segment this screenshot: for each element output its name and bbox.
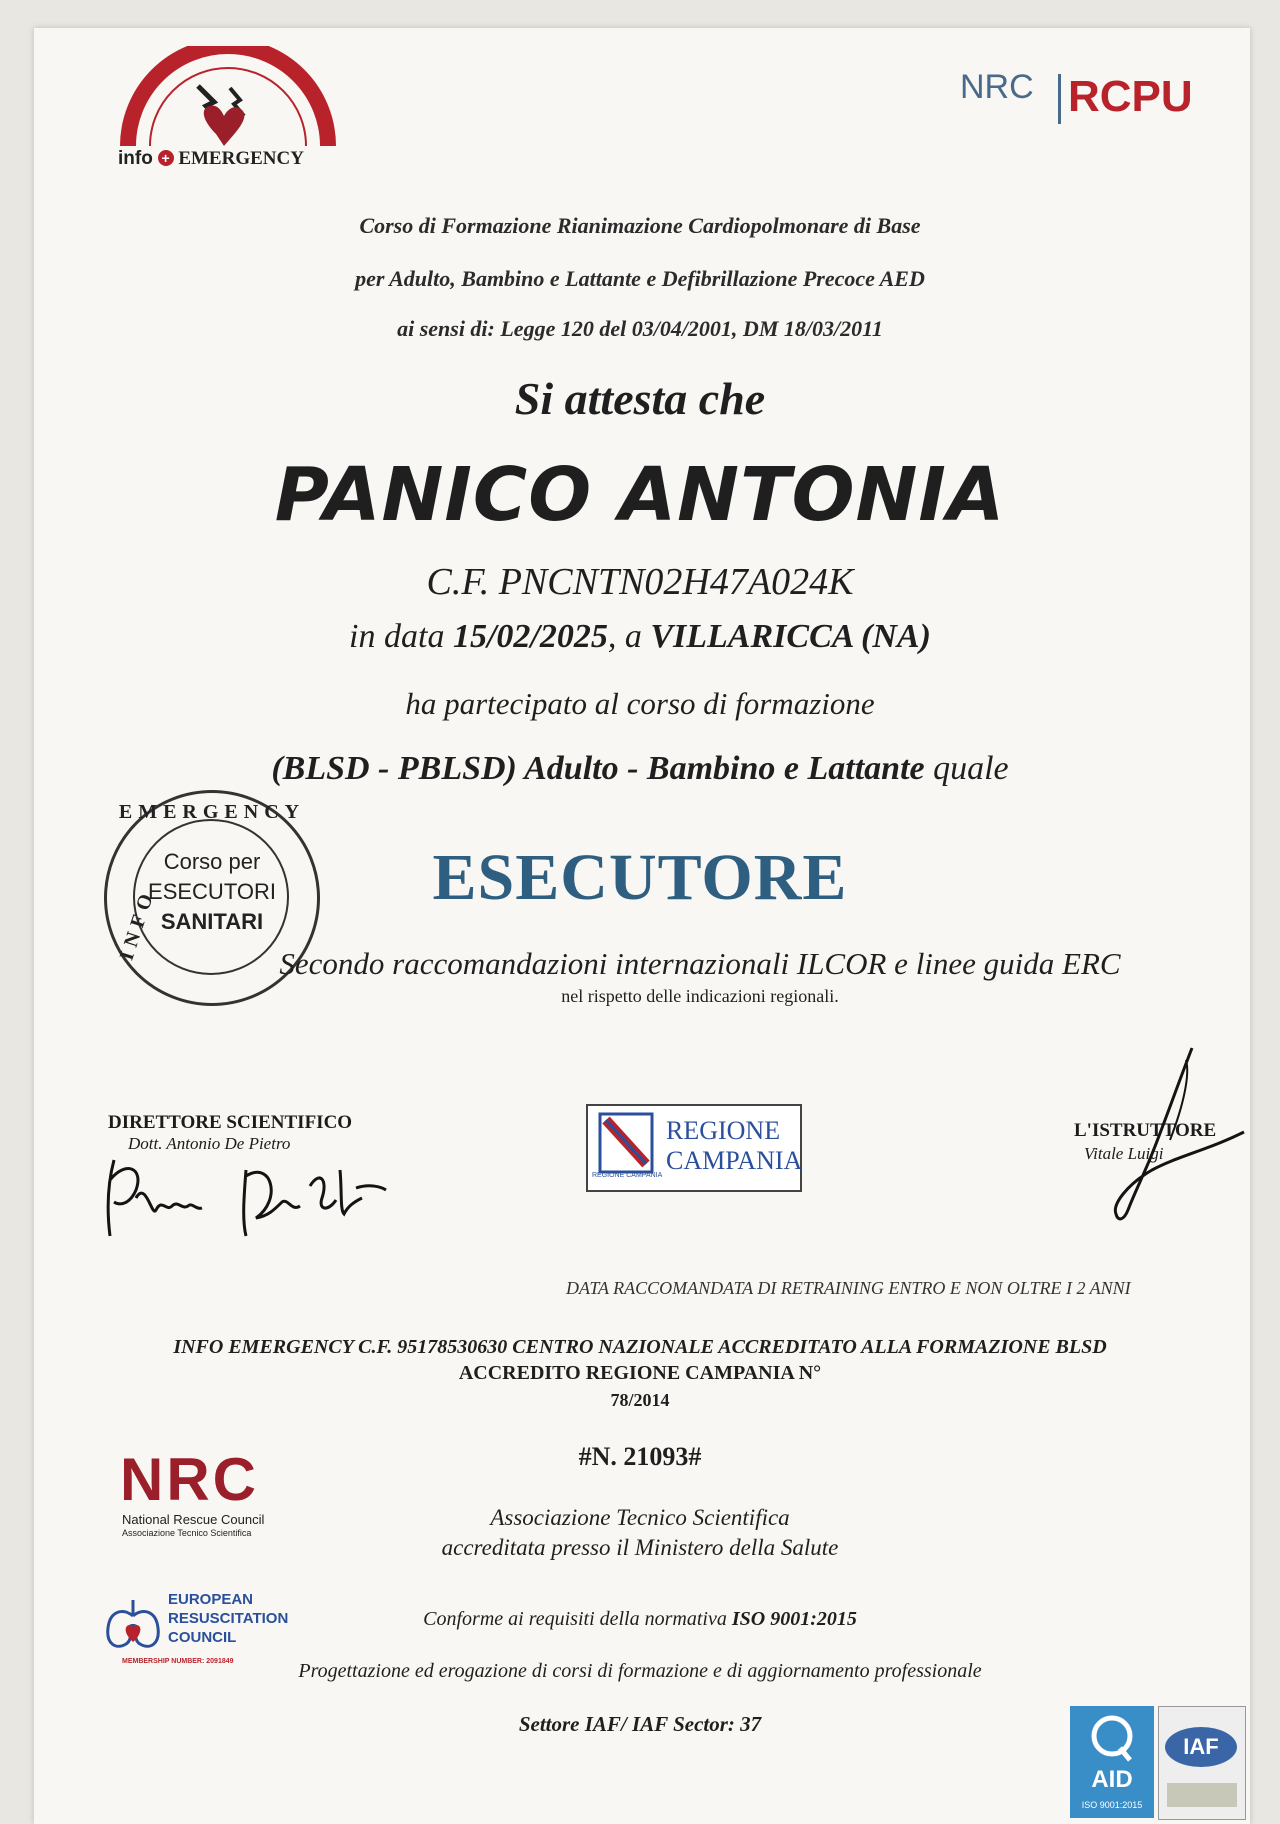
erc-line-2: RESUSCITATION [168,1610,289,1627]
retraining-note: DATA RACCOMANDATA DI RETRAINING ENTRO E NON OLTRE I 2 ANNI [566,1278,1131,1298]
nrc-logo-title: NRC [120,1446,259,1513]
iaf-label: IAF [1165,1727,1237,1767]
instructor-title: L'ISTRUTTORE [1074,1120,1217,1141]
iso-conformity-line [0,1608,1280,1631]
accredito-number: 78/2014 [610,1390,670,1410]
erc-membership: MEMBERSHIP NUMBER: 2091849 [122,1658,234,1665]
course-name: (BLSD - PBLSD) Adulto - Bambino e Lattante [271,750,925,787]
participant-name: PANICO ANTONIA [274,452,1006,538]
date-prefix: in data [349,618,445,655]
stamp-line-1: Corso per [163,849,261,874]
aid-emblem-icon [1088,1714,1136,1764]
info-emergency-logo [118,46,338,182]
attesta-heading: Si attesta che [514,373,766,424]
accredito-regione: ACCREDITO REGIONE CAMPANIA N° [458,1362,822,1384]
course-suffix: quale [933,750,1009,787]
erc-line-3: COUNCIL [168,1629,237,1646]
iaf-certification-mark [1158,1706,1246,1820]
nrc-logo-subtitle-2: Associazione Tecnico Scientifica [122,1528,252,1538]
header-divider [1058,74,1061,124]
primo-soccorso-arc-icon [118,46,338,156]
services-line: Progettazione ed erogazione di corsi di formazione e di aggiornamento professionale [298,1660,982,1682]
course-law-line: ai sensi di: Legge 120 del 03/04/2001, DM 18/03/2011 [397,316,883,341]
fiscal-code: C.F. PNCNTN02H47A024K [426,561,854,603]
regional-note: nel rispetto delle indicazioni regionali. [561,986,839,1006]
course-title-line-1: Corso di Formazione Rianimazione Cardiopolmonare di Base [359,213,921,238]
place-prefix: , a [607,618,642,655]
regione-campania-badge [586,1104,802,1192]
erc-line-1: EUROPEAN [168,1591,254,1608]
aid-label: AID [1091,1766,1133,1793]
role-title: ESECUTORE [432,841,848,914]
stamp-line-3: SANITARI [160,909,264,934]
info-emergency-accreditation: INFO EMERGENCY C.F. 95178530630 CENTRO NAZIONALE ACCREDITATO ALLA FORMAZIONE BLSD [173,1336,1107,1358]
nrc-logo-subtitle-1: National Rescue Council [122,1512,265,1527]
association-line-1: Associazione Tecnico Scientifica [490,1505,790,1530]
course-name-line [0,750,1280,788]
participation-line: ha partecipato al corso di formazione [405,686,875,721]
director-name: Dott. Antonio De Pietro [128,1134,291,1153]
aid-cert-label: ISO 9001:2015 [1081,1800,1143,1810]
cross-icon: + [158,150,174,166]
director-signature [96,1140,406,1250]
info-brand-suffix: EMERGENCY [178,148,304,169]
aid-certification-mark [1070,1706,1154,1818]
instructor-signature [1068,1044,1258,1224]
stamp-ring-top: EMERGENCY [118,801,306,823]
regione-line-1: REGIONE [666,1116,781,1145]
iso-conformity-prefix: Conforme ai requisiti della normativa [423,1608,727,1630]
regione-campania-emblem-icon [598,1112,654,1178]
accredia-mark-icon [1167,1783,1237,1807]
regione-line-2: CAMPANIA [666,1146,803,1175]
course-date: 15/02/2025 [452,618,608,655]
iaf-sector: Settore IAF/ IAF Sector: 37 [518,1712,762,1736]
guidelines-line: Secondo raccomandazioni internazionali ILCOR e linee guida ERC [279,946,1121,981]
iso-conformity-standard: ISO 9001:2015 [731,1608,857,1630]
date-place-line [0,618,1280,656]
course-place: VILLARICCA (NA) [650,618,931,655]
course-title-line-2: per Adulto, Bambino e Lattante e Defibrillazione Precoce AED [355,266,925,291]
rcpu-header-text: RCPU [1068,72,1193,121]
association-line-2: accreditata presso il Ministero della Salute [441,1535,839,1560]
stamp-line-2: ESECUTORI [148,879,276,904]
certificate-number: #N. 21093# [578,1442,702,1471]
nrc-rcpu-logo [960,66,1220,136]
regione-emblem-caption: REGIONE CAMPANIA [592,1172,663,1179]
director-title: DIRETTORE SCIENTIFICO [108,1112,353,1133]
instructor-name: Vitale Luigi [1084,1144,1164,1163]
info-brand-prefix: info [118,148,153,169]
nrc-header-text: NRC [960,68,1034,106]
stamp-ring-left: INFO [115,885,160,963]
